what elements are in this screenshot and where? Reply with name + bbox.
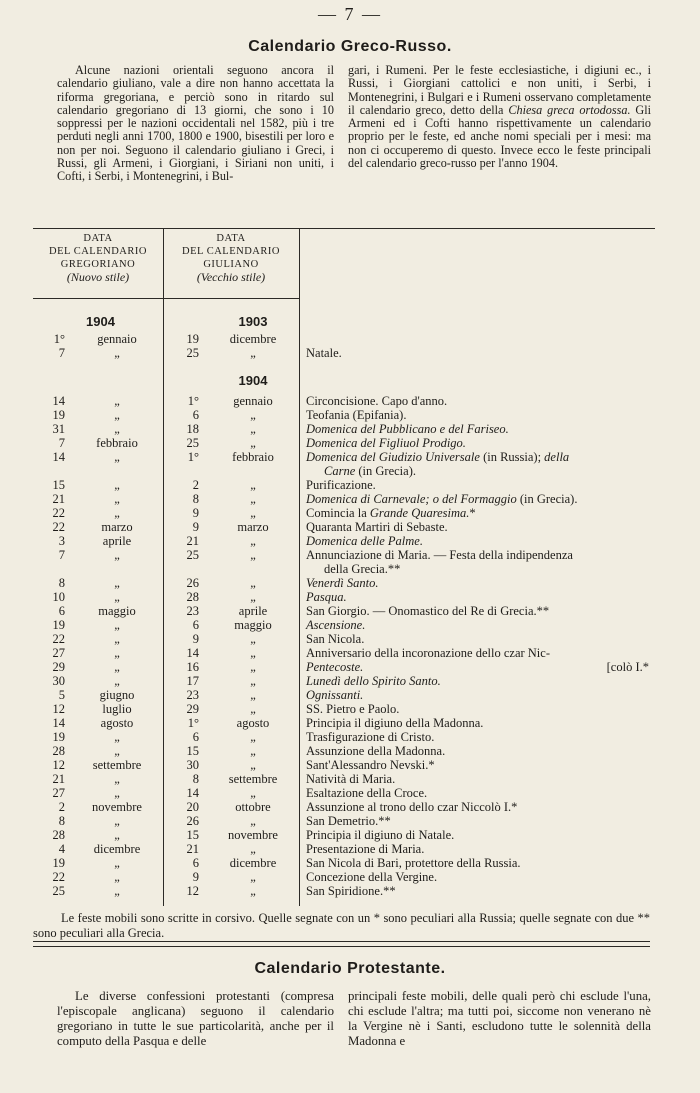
header-gregorian-line-1: DATA — [83, 233, 113, 244]
julian-day: 9 — [192, 870, 199, 884]
table-row — [33, 346, 655, 360]
julian-month: maggio — [234, 618, 272, 632]
header-gregorian — [33, 232, 163, 284]
table-row — [33, 646, 655, 660]
header-gregorian-line-2: DEL CALENDARIO — [49, 246, 147, 257]
feast-name-part: Comincia la — [306, 506, 370, 520]
header-julian-line-1: DATA — [216, 233, 246, 244]
table-row — [33, 436, 655, 450]
table-row — [33, 884, 655, 898]
gregorian-day: 14 — [52, 450, 65, 464]
julian-day: 20 — [186, 800, 199, 814]
page-number: — 7 — — [318, 4, 382, 24]
feast-name — [306, 828, 454, 842]
feast-name-part: Quaranta Martiri di Sebaste. — [306, 520, 448, 534]
feast-name — [306, 520, 448, 534]
julian-day: 26 — [186, 576, 199, 590]
feast-name-part: Purificazione. — [306, 478, 376, 492]
julian-month: „ — [250, 534, 256, 548]
julian-day: 6 — [192, 856, 199, 870]
feast-name — [306, 604, 549, 618]
feast-name-part: della Grecia.** — [324, 562, 401, 576]
feast-name — [306, 436, 466, 450]
table-row — [33, 744, 655, 758]
gregorian-month: agosto — [100, 716, 134, 730]
feast-name — [306, 632, 364, 646]
gregorian-day: 3 — [58, 534, 65, 548]
julian-day: 6 — [192, 730, 199, 744]
protestante-left-paragraph: Le diverse confessioni protestanti (compresa l'episcopale anglicana) seguono il calendario gregoriano in tutte le sue particolarità, anche per il computo della Pasqua e delle — [57, 989, 334, 1048]
feast-name-part: Teofania (Epifania). — [306, 408, 407, 422]
feast-name — [306, 786, 427, 800]
julian-month: „ — [250, 842, 256, 856]
feast-name — [306, 730, 434, 744]
feast-name-part: (in Grecia). — [355, 464, 416, 478]
feast-name — [306, 674, 441, 688]
protestante-title: Calendario Protestante. — [254, 960, 446, 977]
table-row — [33, 688, 655, 702]
gregorian-day: 10 — [52, 590, 65, 604]
table-row — [33, 842, 655, 856]
table-row — [33, 520, 655, 534]
gregorian-month: „ — [114, 632, 120, 646]
julian-day: 21 — [186, 534, 199, 548]
gregorian-month: „ — [114, 786, 120, 800]
feast-name — [306, 870, 437, 884]
table-row — [33, 562, 655, 576]
gregorian-day: 28 — [52, 828, 65, 842]
year-julian-1904: 1904 — [238, 373, 268, 388]
julian-month: „ — [250, 814, 256, 828]
gregorian-month: maggio — [98, 604, 136, 618]
table-row — [33, 870, 655, 884]
gregorian-day: 19 — [52, 618, 65, 632]
feast-name-part: Sant'Alessandro Nevski.* — [306, 758, 435, 772]
gregorian-month: „ — [114, 408, 120, 422]
table-row — [33, 534, 655, 548]
feast-name — [324, 464, 416, 478]
feast-name-part: Domenica del Pubblicano e del Fariseo. — [306, 422, 509, 436]
feast-name-part: Pasqua. — [306, 590, 347, 604]
gregorian-day: 1° — [53, 332, 65, 346]
gregorian-month: „ — [114, 772, 120, 786]
julian-day: 8 — [192, 492, 199, 506]
greco-intro-right — [348, 64, 651, 170]
feast-name-continuation: [colò I.* — [606, 660, 649, 674]
julian-day: 17 — [186, 674, 199, 688]
header-julian — [163, 232, 299, 284]
feast-name — [306, 548, 573, 562]
feast-name — [306, 758, 435, 772]
julian-month: „ — [250, 590, 256, 604]
feast-name-part: Grande Quaresima. — [369, 506, 470, 520]
julian-month: marzo — [237, 520, 269, 534]
header-julian-line-4: (Vecchio stile) — [196, 270, 266, 284]
table-row — [33, 828, 655, 842]
gregorian-day: 14 — [52, 716, 65, 730]
gregorian-month: febbraio — [96, 436, 138, 450]
gregorian-day: 31 — [52, 422, 65, 436]
julian-month: „ — [250, 786, 256, 800]
table-row — [33, 800, 655, 814]
table-row — [33, 394, 655, 408]
gregorian-month: settembre — [92, 758, 142, 772]
table-row — [33, 492, 655, 506]
feast-name-part: Principia il digiuno della Madonna. — [306, 716, 484, 730]
feast-name-part: SS. Pietro e Paolo. — [306, 702, 400, 716]
julian-month: „ — [250, 660, 256, 674]
julian-day: 25 — [186, 346, 199, 360]
feast-name — [306, 394, 447, 408]
feast-name-part: Domenica delle Palme. — [306, 534, 423, 548]
julian-month: „ — [250, 758, 256, 772]
feast-name — [306, 492, 577, 506]
gregorian-day: 28 — [52, 744, 65, 758]
feast-name — [306, 800, 517, 814]
gregorian-month: „ — [114, 870, 120, 884]
julian-month: „ — [250, 646, 256, 660]
gregorian-day: 29 — [52, 660, 65, 674]
table-row — [33, 730, 655, 744]
feast-name-part: Domenica del Giudizio Universale — [306, 450, 480, 464]
feast-name-part: Circoncisione. Capo d'anno. — [306, 394, 448, 408]
feast-name-part: (in Grecia). — [516, 492, 578, 506]
feast-name — [306, 856, 521, 870]
gregorian-month: „ — [114, 884, 120, 898]
header-gregorian-line-4: (Nuovo stile) — [66, 270, 130, 284]
julian-month: „ — [250, 884, 256, 898]
feast-name-part: San Giorgio. — Onomastico del Re di Grecia.** — [306, 604, 550, 618]
feast-table — [33, 228, 655, 908]
gregorian-month: gennaio — [97, 332, 137, 346]
gregorian-month: „ — [114, 450, 120, 464]
feast-name — [306, 814, 391, 828]
table-row — [33, 576, 655, 590]
feast-name — [306, 660, 363, 674]
julian-month: „ — [250, 730, 256, 744]
feast-name-part: Principia il digiuno di Natale. — [306, 828, 455, 842]
feast-name — [306, 716, 483, 730]
table-footnote: Le feste mobili sono scritte in corsivo. Quelle segnate con un * sono peculiari alla Russia; quelle segnate con due ** sono peculiari alla Grecia. — [33, 911, 650, 940]
julian-month: „ — [250, 478, 256, 492]
gregorian-day: 19 — [52, 856, 65, 870]
julian-day: 21 — [186, 842, 199, 856]
julian-month: „ — [250, 548, 256, 562]
feast-name-part: Venerdì Santo. — [306, 576, 379, 590]
julian-month: aprile — [238, 604, 268, 618]
feast-name — [306, 506, 476, 520]
gregorian-day: 8 — [58, 814, 65, 828]
feast-name — [306, 772, 395, 786]
gregorian-month: „ — [114, 856, 120, 870]
header-julian-line-2: DEL CALENDARIO — [182, 246, 280, 257]
gregorian-day: 19 — [52, 730, 65, 744]
feast-name-part: San Nicola di Bari, protettore della Russia. — [306, 856, 521, 870]
table-row — [33, 814, 655, 828]
feast-name — [306, 618, 365, 632]
gregorian-month: „ — [114, 346, 120, 360]
gregorian-month: „ — [114, 646, 120, 660]
feast-name-part: Concezione della Vergine. — [306, 870, 438, 884]
feast-name-part: Pentecoste. — [306, 660, 364, 674]
julian-month: gennaio — [233, 394, 273, 408]
feast-name-part: Lunedì dello Spirito Santo. — [306, 674, 441, 688]
feast-name — [306, 408, 406, 422]
feast-name — [324, 562, 400, 576]
gregorian-day: 8 — [58, 576, 65, 590]
table-row — [33, 856, 655, 870]
feast-name-part: Domenica del Figliuol Prodigo. — [306, 436, 466, 450]
feast-name — [306, 884, 396, 898]
gregorian-month: „ — [114, 590, 120, 604]
header-julian-line-3: GIULIANO — [203, 259, 259, 270]
gregorian-day: 5 — [58, 688, 65, 702]
julian-month: „ — [250, 492, 256, 506]
table-row — [33, 772, 655, 786]
gregorian-day: 27 — [52, 646, 65, 660]
feast-name — [306, 422, 509, 436]
feast-name-part: Assunzione al trono dello czar Niccolò I.* — [306, 800, 518, 814]
feast-name-part: Ascensione. — [306, 618, 366, 632]
table-row — [33, 786, 655, 800]
julian-month: „ — [250, 674, 256, 688]
julian-month: agosto — [236, 716, 270, 730]
julian-month: „ — [250, 702, 256, 716]
table-row — [33, 590, 655, 604]
julian-day: 8 — [192, 772, 199, 786]
julian-day: 25 — [186, 436, 199, 450]
julian-day: 1° — [187, 450, 199, 464]
header-bottom-rule — [33, 298, 299, 299]
julian-month: „ — [250, 744, 256, 758]
julian-month: dicembre — [229, 856, 277, 870]
gregorian-day: 2 — [58, 800, 65, 814]
feast-name — [306, 346, 342, 360]
julian-month: „ — [250, 506, 256, 520]
header-gregorian-line-3: GREGORIANO — [60, 259, 136, 270]
feast-name — [306, 702, 399, 716]
julian-month: dicembre — [229, 332, 277, 346]
feast-name — [306, 842, 424, 856]
table-row — [33, 478, 655, 492]
gregorian-day: 7 — [58, 548, 65, 562]
feast-name-part: San Nicola. — [306, 632, 365, 646]
feast-name-part: Assunzione della Madonna. — [306, 744, 446, 758]
gregorian-month: „ — [114, 730, 120, 744]
year-julian-1903: 1903 — [238, 314, 268, 329]
table-row — [33, 332, 655, 346]
gregorian-month: luglio — [102, 702, 132, 716]
table-row — [33, 548, 655, 562]
protestante-right-paragraph: principali feste mobili, delle quali però chi esclude l'una, chi esclude l'altra; ma tutti poi, siccome non venerano nè la Vergine nè i Santi, escludono tutte le solennità della Madonna e — [348, 989, 651, 1048]
feast-name — [306, 744, 445, 758]
greco-intro-right-b: Gli Armeni ed i Cofti hanno rispettivamente un calendario proprio per le feste, ed anche nomi speciali per i mesi: ma non ci occuperemo di questo. Invece ecco le feste principali del calendario greco-russo per l'anno 1904. — [348, 102, 652, 171]
gregorian-month: „ — [114, 548, 120, 562]
gregorian-day: 27 — [52, 786, 65, 800]
julian-day: 6 — [192, 618, 199, 632]
julian-day: 15 — [186, 828, 199, 842]
gregorian-month: „ — [114, 660, 120, 674]
julian-day: 28 — [186, 590, 199, 604]
feast-name-part: San Demetrio.** — [306, 814, 391, 828]
gregorian-day: 14 — [52, 394, 65, 408]
gregorian-month: „ — [114, 814, 120, 828]
feast-name-part: Natività di Maria. — [306, 772, 396, 786]
feast-name — [306, 478, 376, 492]
julian-day: 14 — [186, 786, 199, 800]
table-row — [33, 660, 655, 674]
table-row — [33, 408, 655, 422]
table-row — [33, 464, 655, 478]
greco-intro-left-paragraph: Alcune nazioni orientali seguono ancora il calendario giuliano, vale a dire non hanno accettata la riforma gregoriana, e perciò sono in ritardo sul calendario gregoriano di 13 giorni, che sono i 10 soppressi per le nazioni occidentali nel 1582, più i tre perduti negli anni 1700, 1800 e 1900, bisestili per loro e non per noi. Seguono il calendario giuliano i Greci, i Russi, gli Armeni, i Giorgiani, i Siriani non uniti, i Cofti, i Serbi, i Montenegrini, i Bul- — [57, 63, 334, 184]
gregorian-month: aprile — [102, 534, 132, 548]
protestante-left — [57, 989, 334, 1049]
feast-name-part: Natale. — [306, 346, 342, 360]
feast-name-part: Carne — [324, 464, 356, 478]
feast-name-part: Trasfigurazione di Cristo. — [306, 730, 435, 744]
gregorian-day: 12 — [52, 702, 65, 716]
gregorian-month: dicembre — [93, 842, 141, 856]
year-gregorian: 1904 — [86, 314, 115, 329]
feast-name-part: Domenica di Carnevale; o del Formaggio — [306, 492, 517, 506]
gregorian-month: „ — [114, 492, 120, 506]
julian-day: 6 — [192, 408, 199, 422]
julian-day: 26 — [186, 814, 199, 828]
julian-month: settembre — [228, 772, 278, 786]
gregorian-day: 22 — [52, 506, 65, 520]
table-row — [33, 422, 655, 436]
gregorian-day: 7 — [58, 436, 65, 450]
greco-intro-right-paragraph — [348, 64, 651, 170]
feast-name-part: (in Russia); — [479, 450, 545, 464]
feast-name-part: Annunciazione di Maria. — Festa della indipendenza — [306, 548, 573, 562]
table-row — [33, 674, 655, 688]
gregorian-month: „ — [114, 422, 120, 436]
feast-name — [306, 590, 347, 604]
gregorian-month: „ — [114, 576, 120, 590]
julian-month: „ — [250, 346, 256, 360]
gregorian-day: 12 — [52, 758, 65, 772]
feast-name-part: San Spiridione.** — [306, 884, 396, 898]
julian-day: 9 — [192, 632, 199, 646]
gregorian-month: marzo — [101, 520, 133, 534]
gregorian-month: „ — [114, 674, 120, 688]
table-row — [33, 758, 655, 772]
julian-month: „ — [250, 576, 256, 590]
feast-name — [306, 534, 423, 548]
gregorian-day: 30 — [52, 674, 65, 688]
julian-month: novembre — [228, 828, 278, 842]
gregorian-month: novembre — [92, 800, 142, 814]
julian-day: 30 — [186, 758, 199, 772]
julian-day: 12 — [186, 884, 199, 898]
table-row — [33, 618, 655, 632]
julian-day: 9 — [192, 506, 199, 520]
feast-name — [306, 450, 569, 464]
feast-name-part: Esaltazione della Croce. — [306, 786, 428, 800]
gregorian-month: giugno — [99, 688, 135, 702]
table-row — [33, 716, 655, 730]
julian-day: 9 — [192, 520, 199, 534]
gregorian-day: 22 — [52, 632, 65, 646]
julian-month: „ — [250, 422, 256, 436]
julian-day: 2 — [192, 478, 199, 492]
table-top-rule — [33, 228, 655, 229]
gregorian-day: 7 — [58, 346, 65, 360]
section-divider — [33, 941, 650, 947]
julian-day: 29 — [186, 702, 199, 716]
julian-day: 23 — [186, 688, 199, 702]
gregorian-day: 22 — [52, 520, 65, 534]
gregorian-day: 6 — [58, 604, 65, 618]
greco-intro-right-em: Chiesa greca ortodossa. — [508, 102, 631, 117]
feast-name — [306, 688, 363, 702]
gregorian-day: 19 — [52, 408, 65, 422]
gregorian-month: „ — [114, 744, 120, 758]
julian-day: 15 — [186, 744, 199, 758]
julian-month: „ — [250, 688, 256, 702]
feast-name — [306, 576, 378, 590]
julian-month: „ — [250, 408, 256, 422]
julian-day: 19 — [186, 332, 199, 346]
julian-month: „ — [250, 870, 256, 884]
gregorian-month: „ — [114, 506, 120, 520]
feast-name-part: Ognissanti. — [306, 688, 364, 702]
julian-day: 1° — [187, 716, 199, 730]
gregorian-day: 15 — [52, 478, 65, 492]
julian-day: 16 — [186, 660, 199, 674]
gregorian-day: 4 — [58, 842, 65, 856]
julian-month: „ — [250, 632, 256, 646]
julian-day: 18 — [186, 422, 199, 436]
gregorian-month: „ — [114, 478, 120, 492]
gregorian-month: „ — [114, 618, 120, 632]
julian-month: „ — [250, 436, 256, 450]
julian-month: febbraio — [232, 450, 274, 464]
gregorian-month: „ — [114, 828, 120, 842]
julian-day: 1° — [187, 394, 199, 408]
julian-day: 23 — [186, 604, 199, 618]
feast-name-part: della — [544, 450, 570, 464]
feast-name — [306, 646, 550, 660]
gregorian-month: „ — [114, 394, 120, 408]
gregorian-day: 22 — [52, 870, 65, 884]
table-row — [33, 506, 655, 520]
feast-name-part: * — [469, 506, 476, 520]
greco-russo-title: Calendario Greco-Russo. — [248, 38, 452, 55]
greco-intro-left — [57, 64, 334, 184]
julian-month: ottobre — [235, 800, 271, 814]
table-row — [33, 604, 655, 618]
table-row — [33, 450, 655, 464]
feast-name-part: Presentazione di Maria. — [306, 842, 425, 856]
gregorian-day: 25 — [52, 884, 65, 898]
greco-intro-right-a: gari, i Rumeni. Per le feste ecclesiastiche, i digiuni ec., i Russi, i Giorgiani cattolici e non uniti, i Serbi, i Montenegrini, i Bulgari e i Rumeni osservano completamente il calendario greco, detto della — [348, 63, 651, 117]
gregorian-day: 21 — [52, 772, 65, 786]
table-row — [33, 702, 655, 716]
julian-day: 14 — [186, 646, 199, 660]
julian-day: 25 — [186, 548, 199, 562]
table-row — [33, 632, 655, 646]
gregorian-day: 21 — [52, 492, 65, 506]
protestante-right — [348, 989, 651, 1049]
feast-name-part: Anniversario della incoronazione dello czar Nic- — [306, 646, 550, 660]
